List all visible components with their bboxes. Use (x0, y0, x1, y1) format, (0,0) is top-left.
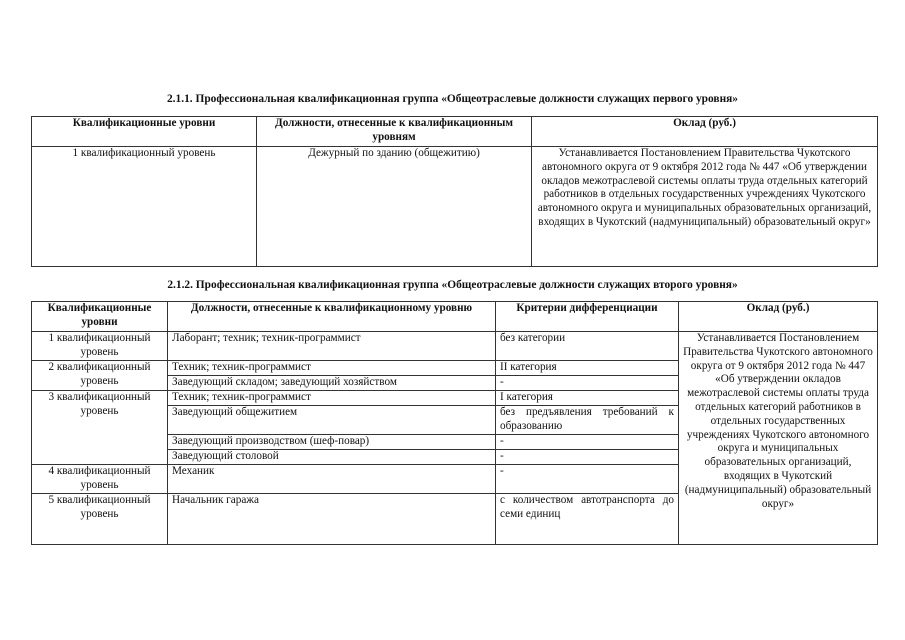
criteria-cell: I категория (496, 391, 679, 406)
qualification-level-cell: 5 квалификационный уровень (32, 494, 168, 545)
table-row (32, 147, 878, 267)
header-positions: Должности, отнесенные к квалификационным уровням (257, 117, 532, 147)
header-salary: Оклад (руб.) (679, 302, 878, 332)
salary-cell: Устанавливается Постановлением Правительства Чукотского автономного округа от 9 октября 2012 года № 447 «Об утверждении окладов межотраслевой системы оплаты труда отдельных категорий работников в отдельных государственных учреждениях Чукотского автономного округа и муниципальных образовательных организаций, входящих в Чукотский (надмуниципальный) образовательный округ» (532, 147, 878, 267)
table-header-row (32, 117, 878, 147)
position-cell: Лаборант; техник; техник-программист (168, 332, 496, 361)
criteria-cell: - (496, 376, 679, 391)
position-cell: Заведующий производством (шеф-повар) (168, 435, 496, 450)
qualification-level-cell: 2 квалификационный уровень (32, 361, 168, 391)
criteria-cell: - (496, 435, 679, 450)
position-cell: Механик (168, 465, 496, 494)
qualification-level-cell: 1 квалификационный уровень (32, 332, 168, 361)
criteria-cell: - (496, 465, 679, 494)
first-level-salary-table (31, 116, 878, 267)
position-cell: Дежурный по зданию (общежитию) (257, 147, 532, 267)
header-differentiation-criteria: Критерии дифференциации (496, 302, 679, 332)
header-qualification-levels: Квалификационные уровни (32, 117, 257, 147)
section-2-heading: 2.1.2. Профессиональная квалификационная группа «Общеотраслевые должности служащих второго уровня» (167, 279, 738, 291)
second-level-salary-table (31, 301, 878, 545)
header-positions: Должности, отнесенные к квалификационному уровню (168, 302, 496, 332)
qualification-level-cell: 1 квалификационный уровень (32, 147, 257, 267)
table-row (32, 332, 878, 361)
criteria-cell: без категории (496, 332, 679, 361)
criteria-cell: без предъявления требований к образованию (496, 406, 679, 435)
header-qualification-levels: Квалификационные уровни (32, 302, 168, 332)
position-cell: Техник; техник-программист (168, 391, 496, 406)
position-cell: Техник; техник-программист (168, 361, 496, 376)
position-cell: Заведующий складом; заведующий хозяйством (168, 376, 496, 391)
position-cell: Заведующий общежитием (168, 406, 496, 435)
salary-cell: Устанавливается Постановлением Правительства Чукотского автономного округа от 9 октября 2012 года № 447 «Об утверждении окладов межотраслевой системы оплаты труда отдельных категорий работников в отдельных государственных учреждениях Чукотского автономного округа и муниципальных образовательных организаций, входящих в Чукотский (надмуниципальный) образовательный округ» (679, 332, 878, 545)
section-1-heading: 2.1.1. Профессиональная квалификационная группа «Общеотраслевые должности служащих первого уровня» (166, 93, 739, 105)
qualification-level-cell: 4 квалификационный уровень (32, 465, 168, 494)
position-cell: Начальник гаража (168, 494, 496, 545)
header-salary: Оклад (руб.) (532, 117, 878, 147)
table-header-row (32, 302, 878, 332)
qualification-level-cell: 3 квалификационный уровень (32, 391, 168, 465)
criteria-cell: - (496, 450, 679, 465)
criteria-cell: с количеством автотранспорта до семи единиц (496, 494, 679, 545)
criteria-cell: II категория (496, 361, 679, 376)
position-cell: Заведующий столовой (168, 450, 496, 465)
